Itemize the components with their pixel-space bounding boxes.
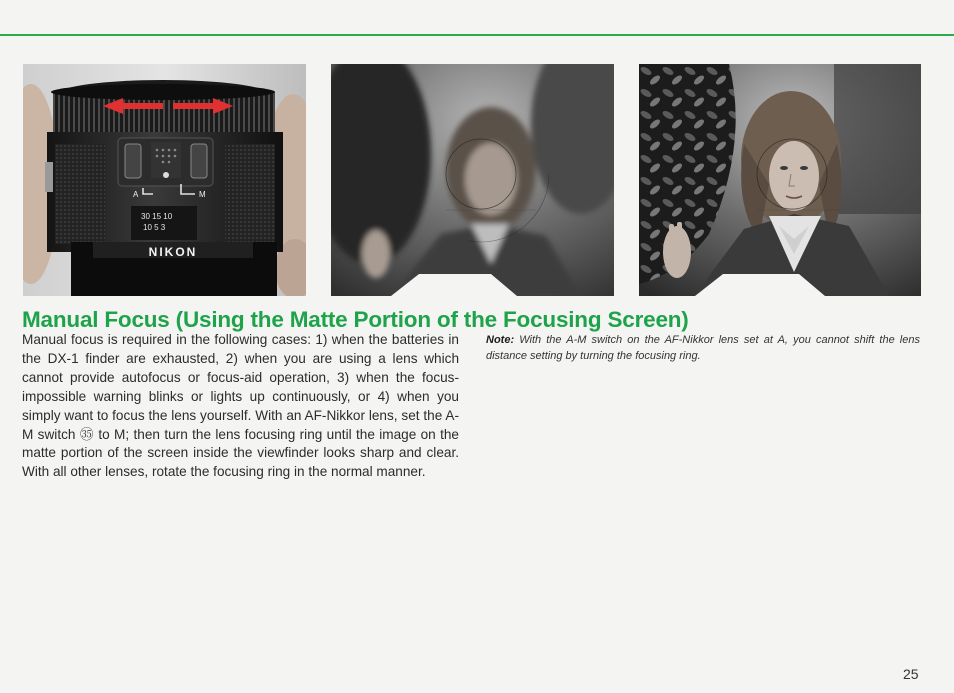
note-text: With the A-M switch on the AF-Nikkor lens set at A, you cannot shift the lens distance setting by turning the focusing ring. (486, 334, 920, 362)
note-paragraph (486, 332, 920, 364)
switch-label-a: A (133, 190, 139, 199)
lens-closeup-photo (23, 64, 306, 296)
nikon-brand-text: NIKON (148, 245, 198, 259)
blurry-portrait-photo (331, 64, 614, 296)
switch-reference-symbol: ㉟ (79, 426, 94, 442)
sharp-portrait-photo (639, 64, 921, 296)
out-of-focus-portrait-illustration (331, 64, 614, 296)
switch-label-m: M (199, 190, 206, 199)
body-paragraph (22, 331, 459, 482)
in-focus-portrait-illustration (639, 64, 921, 296)
aperture-scale-text: 30 15 10 (141, 212, 173, 221)
section-heading: Manual Focus (Using the Matte Portion of the Focusing Screen) (22, 307, 689, 332)
lens-closeup-illustration (23, 64, 306, 296)
page-number: 25 (903, 666, 919, 682)
body-text-part-2: to M; then turn the lens focusing ring until the image on the matte portion of the screen inside the viewfinder looks sharp and clear. With all other lenses, rotate the focusing ring in the normal manner. (22, 426, 459, 480)
body-text-part-1: Manual focus is required in the following cases: 1) when the batteries in the DX-1 finder are exhausted, 2) when you are using a lens which cannot provide autofocus or focus-aid operation, 3) when the focus-impossible warning blinks or lights up continuously, or 4) when you simply want to focus the lens yourself. With an AF-Nikkor lens, set the A-M switch (22, 332, 459, 442)
note-label: Note: (486, 334, 515, 346)
top-green-rule (0, 34, 954, 36)
distance-scale-text: 10 5 3 (143, 223, 166, 232)
